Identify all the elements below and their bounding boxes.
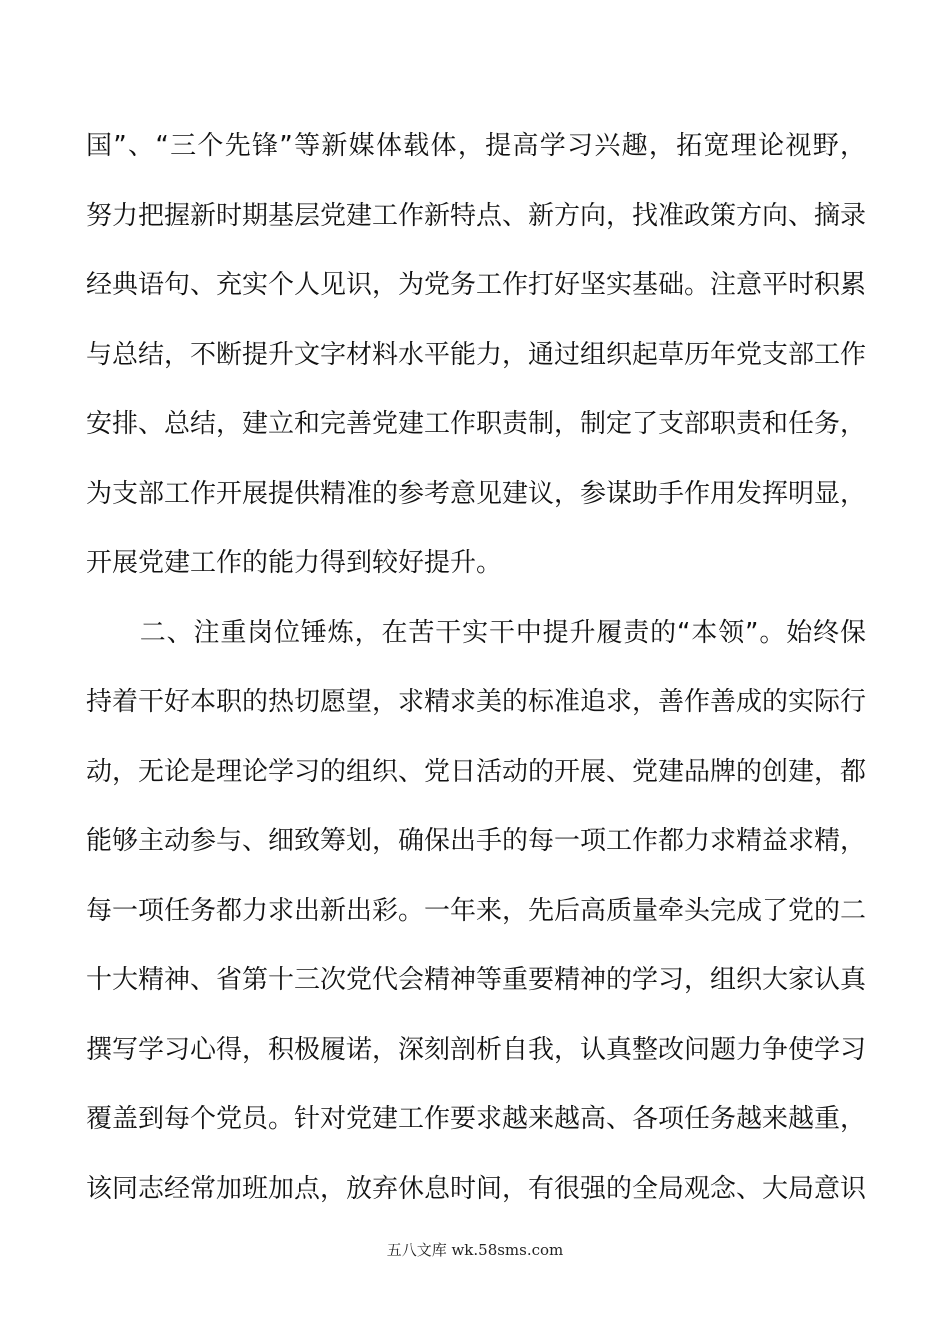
- text-line: 国”、“三个先锋”等新媒体载体，提高学习兴趣，拓宽理论视野，: [86, 131, 866, 161]
- text-line: 为支部工作开展提供精准的参考意见建议，参谋助手作用发挥明显，: [86, 478, 866, 509]
- text-line: 开展党建工作的能力得到较好提升。: [86, 548, 503, 578]
- text-line: 持着干好本职的热切愿望，求精求美的标准追求，善作善成的实际行: [86, 687, 866, 717]
- body-text: [86, 112, 866, 1224]
- text-line: 该同志经常加班加点，放弃休息时间，有很强的全局观念、大局意识: [86, 1173, 866, 1204]
- text-line: 安排、总结，建立和完善党建工作职责制，制定了支部职责和任务，: [86, 409, 866, 439]
- text-line: 经典语句、充实个人见识，为党务工作打好坚实基础。注意平时积累: [86, 270, 866, 300]
- text-line: 与总结，不断提升文字材料水平能力，通过组织起草历年党支部工作: [86, 339, 866, 370]
- text-line: 每一项任务都力求出新出彩。一年来，先后高质量牵头完成了党的二: [86, 895, 866, 926]
- text-line: 努力把握新时期基层党建工作新特点、新方向，找准政策方向、摘录: [86, 200, 866, 231]
- text-line: 十大精神、省第十三次党代会精神等重要精神的学习，组织大家认真: [86, 965, 866, 995]
- text-line: 能够主动参与、细致筹划，确保出手的每一项工作都力求精益求精，: [86, 826, 866, 856]
- text-line: 二、注重岗位锤炼，在苦干实干中提升履责的“本领”。始终保: [86, 617, 866, 648]
- text-line: 覆盖到每个党员。针对党建工作要求越来越高、各项任务越来越重，: [86, 1104, 866, 1134]
- text-line: 撰写学习心得，积极履诺，深刻剖析自我，认真整改问题力争使学习: [86, 1034, 866, 1065]
- page-footer: 五八文库 wk.58sms.com: [386, 1241, 564, 1259]
- text-line: 动，无论是理论学习的组织、党日活动的开展、党建品牌的创建，都: [86, 756, 866, 787]
